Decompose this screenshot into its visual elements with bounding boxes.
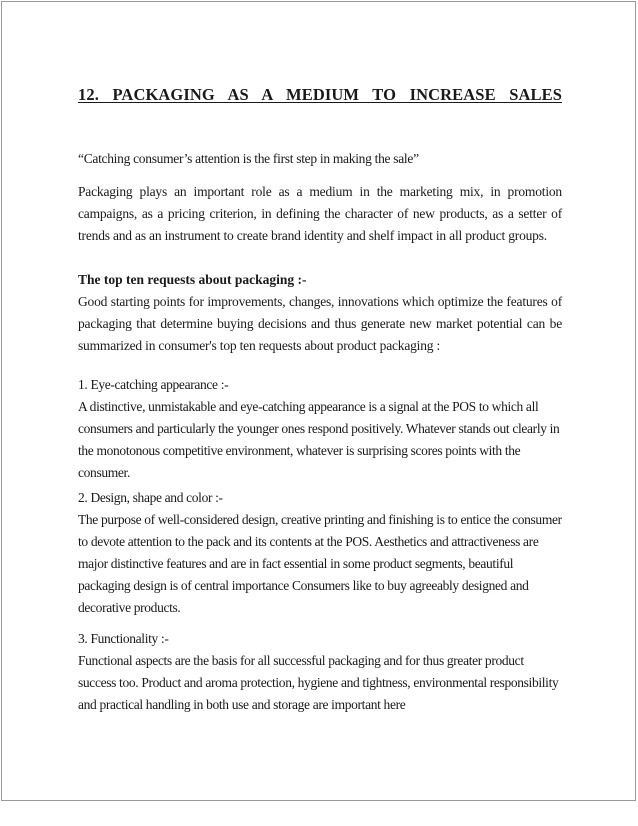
section-3-title: 3. Functionality :- (78, 631, 169, 646)
opening-quote: “Catching consumer’s attention is the first step in making the sale” (78, 151, 419, 166)
top-ten-title: The top ten requests about packaging :- (78, 272, 307, 287)
section-eye-catching (78, 374, 562, 484)
section-1-text: A distinctive, unmistakable and eye-catching appearance is a signal at the POS to which all consumers and particularly the younger ones respond positively. Whatever stands out clearly in the monotonous competitive environment, whatever is surprising scores points with the consumer. (78, 399, 560, 480)
section-functionality (78, 628, 562, 716)
section-2-title: 2. Design, shape and color :- (78, 490, 223, 505)
section-1-title: 1. Eye-catching appearance :- (78, 377, 229, 392)
section-2-text: The purpose of well-considered design, creative printing and finishing is to entice the consumer to devote attention to the pack and its contents at the POS. Aesthetics and attractiveness are major distinctive features and are in fact essential in some product segments, beautiful packaging design is of central importance Consumers like to buy agreeably designed and decorative products. (78, 512, 562, 615)
top-ten-block (78, 269, 562, 357)
document-content (78, 84, 562, 712)
top-ten-text: Good starting points for improvements, changes, innovations which optimize the features of packaging that determine buying decisions and thus generate new market potential can be summarized in consumer's top ten requests about product packaging : (78, 294, 562, 353)
intro-paragraph: Packaging plays an important role as a medium in the marketing mix, in promotion campaigns, as a pricing criterion, in defining the character of new products, as a setter of trends and as an instrument to create brand identity and shelf impact in all product groups. (78, 184, 562, 243)
section-3-text: Functional aspects are the basis for all successful packaging and for thus greater product success too. Product and aroma protection, hygiene and tightness, environmental responsibility and practical handling in both use and storage are important here (78, 653, 559, 712)
section-design (78, 487, 562, 619)
section-heading: 12. PACKAGING AS A MEDIUM TO INCREASE SALES (78, 85, 562, 104)
